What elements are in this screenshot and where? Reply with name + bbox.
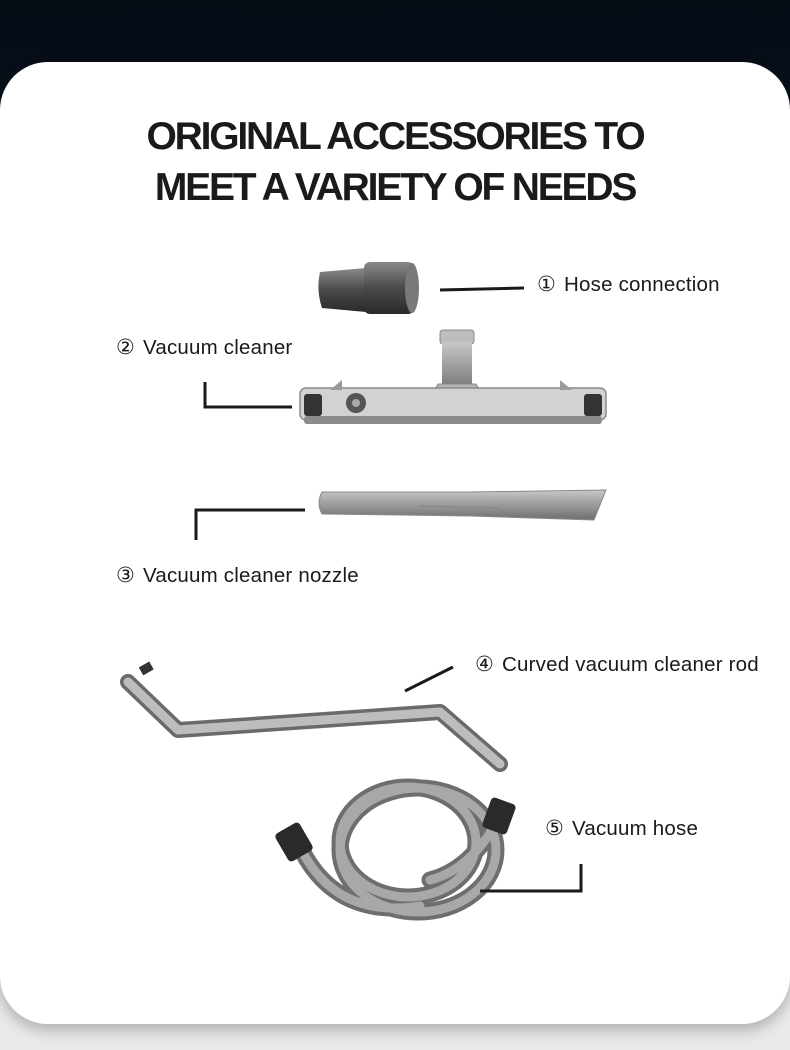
label-vacuum-hose	[545, 816, 698, 841]
label-vacuum-cleaner	[116, 335, 292, 360]
vacuum-cleaner-nozzle-image	[319, 490, 606, 520]
label-text: Vacuum hose	[572, 817, 699, 840]
leader-line-3	[196, 510, 305, 540]
vacuum-hose-image	[274, 787, 517, 912]
vacuum-cleaner-tool-image	[300, 330, 606, 424]
label-curved-rod	[475, 652, 759, 677]
leader-line-1	[440, 288, 524, 290]
number-4: ④	[475, 652, 495, 676]
curved-rod-image	[128, 662, 500, 764]
leader-line-4	[405, 667, 453, 691]
label-text: Curved vacuum cleaner rod	[502, 653, 759, 676]
label-vacuum-cleaner-nozzle	[116, 563, 359, 588]
label-text: Hose connection	[564, 273, 720, 296]
label-hose-connection	[537, 272, 720, 297]
label-text: Vacuum cleaner nozzle	[143, 564, 359, 587]
leader-line-2	[205, 382, 292, 407]
hose-connection-image	[318, 262, 419, 314]
number-5: ⑤	[545, 816, 565, 840]
number-1: ①	[537, 272, 557, 296]
headline-line-2: MEET A VARIETY OF NEEDS	[154, 166, 636, 209]
number-3: ③	[116, 563, 136, 587]
label-text: Vacuum cleaner	[143, 336, 293, 359]
headline-line-1: ORIGINAL ACCESSORIES TO	[146, 115, 644, 158]
number-2: ②	[116, 335, 136, 359]
